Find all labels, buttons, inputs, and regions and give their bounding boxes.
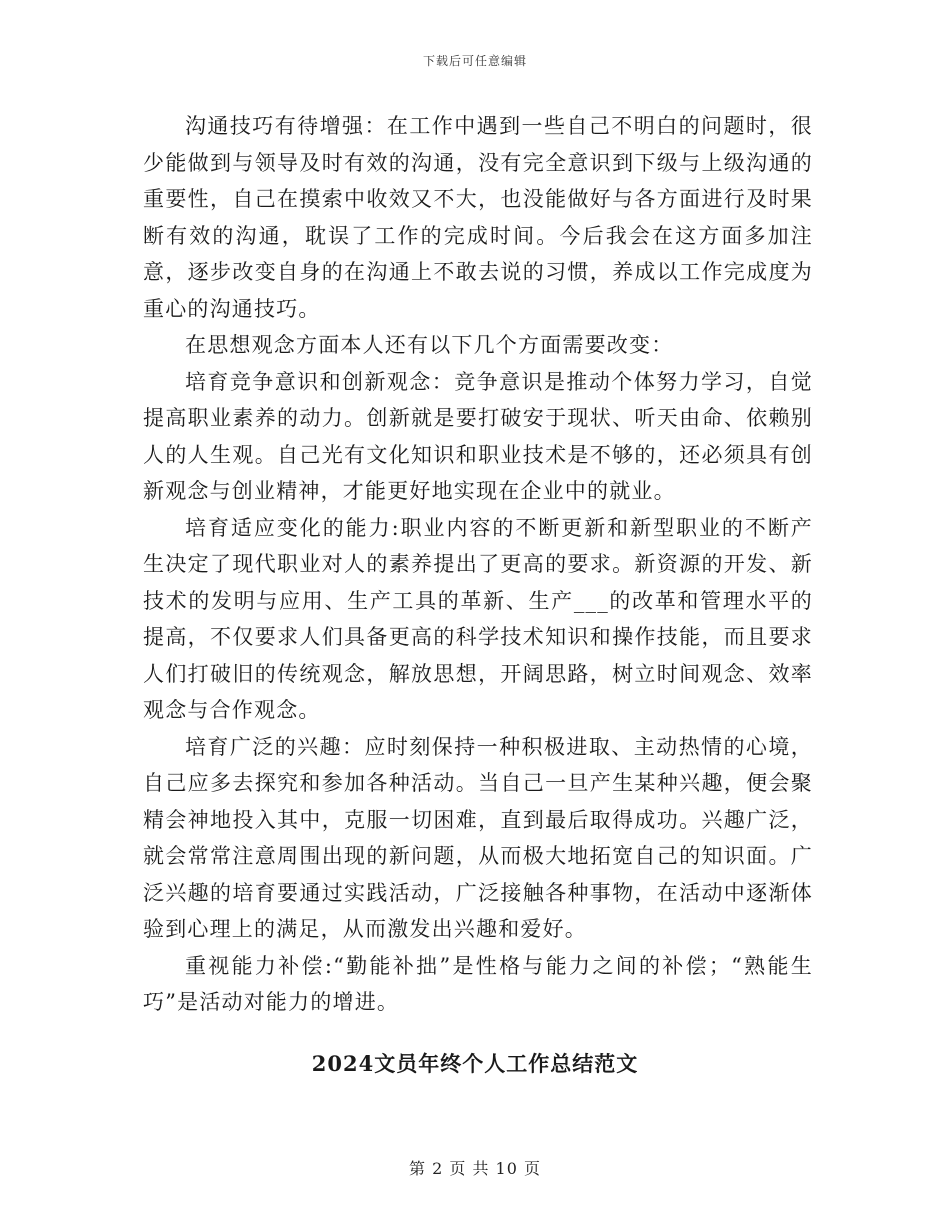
page-number-footer: 第 2 页 共 10 页 — [409, 1159, 541, 1178]
header-note: 下载后可任意编辑 — [422, 54, 527, 68]
paragraph-interests: 培育广泛的兴趣：应时刻保持一种积极进取、主动热情的心境，自己应多去探究和参加各种活动。当自己一旦产生某种兴趣，便会聚精会神地投入其中，克服一切困难，直到最后取得成功。兴趣广泛，就会常常注意周围出现的新问题，从而极大地拓宽自己的知识面。广泛兴趣的培育要通过实践活动，广泛接触各种事物，在活动中逐渐体验到心理上的满足，从而激发出兴趣和爱好。 — [143, 734, 813, 941]
section-title: 2024文员年终个人工作总结范文 — [311, 1051, 639, 1076]
paragraph-mindset-intro: 在思想观念方面本人还有以下几个方面需要改变： — [185, 333, 674, 357]
paragraph-adaptability: 培育适应变化的能力:职业内容的不断更新和新型职业的不断产生决定了现代职业对人的素养提出了更高的要求。新资源的开发、新技术的发明与应用、生产工具的革新、生产___的改革和管理水平的提高，不仅要求人们具备更高的科学技术知识和操作技能，而且要求人们打破旧的传统观念，解放思想，开阔思路，树立时间观念、效率观念与合作观念。 — [143, 515, 813, 722]
paragraph-communication-skills: 沟通技巧有待增强：在工作中遇到一些自己不明白的问题时，很少能做到与领导及时有效的沟通，没有完全意识到下级与上级沟通的重要性，自己在摸索中收效又不大，也没能做好与各方面进行及时果断有效的沟通，耽误了工作的完成时间。今后我会在这方面多加注意，逐步改变自身的在沟通上不敢去说的习惯，养成以工作完成度为重心的沟通技巧。 — [143, 114, 813, 321]
document-body — [143, 108, 813, 1021]
paragraph-ability-compensation: 重视能力补偿:“勤能补拙”是性格与能力之间的补偿；“熟能生巧”是活动对能力的增进。 — [143, 953, 813, 1014]
paragraph-competition-innovation: 培育竞争意识和创新观念：竞争意识是推动个体努力学习，自觉提高职业素养的动力。创新就是要打破安于现状、听天由命、依赖别人的人生观。自己光有文化知识和职业技术是不够的，还必须具有创新观念与创业精神，才能更好地实现在企业中的就业。 — [143, 369, 813, 503]
